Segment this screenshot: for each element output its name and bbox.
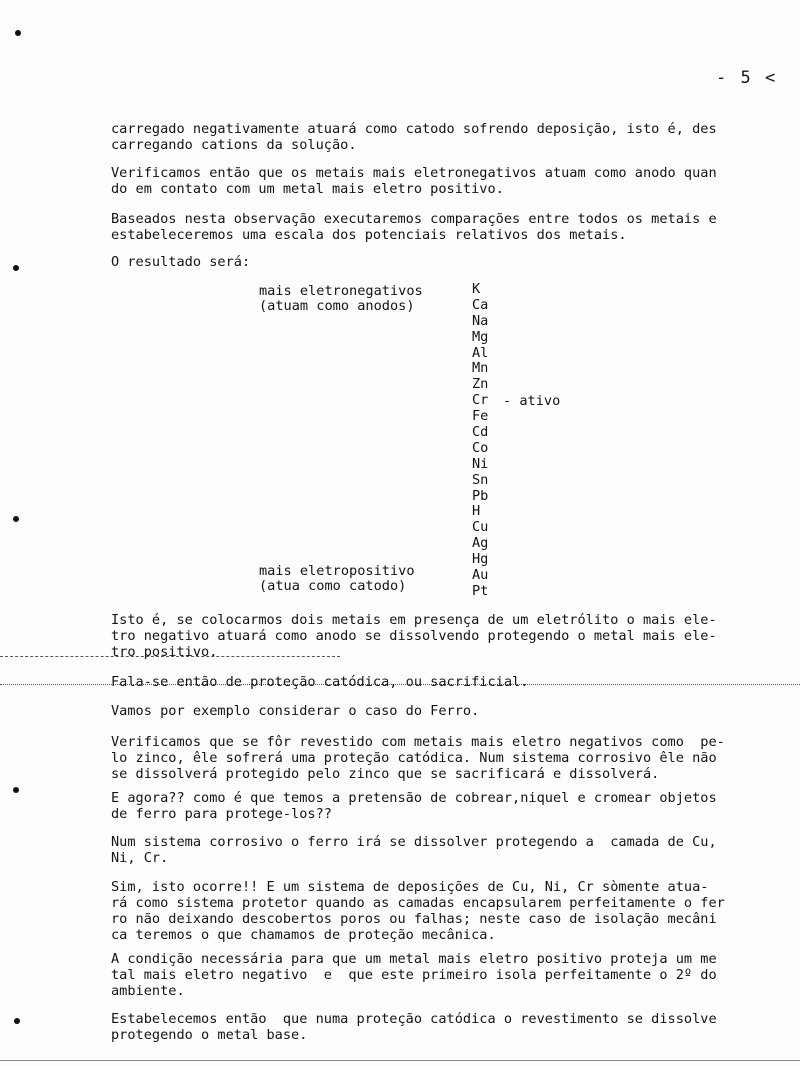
paragraph-mechanical-protection: Sim, isto ocorre!! E um sistema de deposições de Cu, Ni, Cr sòmente atua- rá como sistema protetor quando as camadas encapsularem perfeitamente o fer ro não deixando descobertos poros ou falhas; neste caso de isolação mecâni ca teremos o que chamamos de proteção mecânica. <box>111 879 725 943</box>
series-element: Pb <box>472 487 489 504</box>
paragraph-electronegative-anode: Verificamos então que os metais mais eletronegativos atuam como anodo quan do em contato com um metal mais eletro positivo. <box>111 165 717 197</box>
paragraph-iron-example: Vamos por exemplo considerar o caso do Ferro. <box>111 703 480 719</box>
series-element: Fe <box>472 408 489 425</box>
series-top-label-line1: mais eletronegativos <box>259 283 423 299</box>
series-element: Cu <box>472 519 489 536</box>
punch-hole-mark <box>13 516 19 522</box>
punch-hole-mark <box>15 30 21 36</box>
series-element: Mn <box>472 360 489 377</box>
series-element: Na <box>472 312 489 329</box>
electrochemical-series-list <box>472 282 488 600</box>
series-element: Mg <box>472 328 489 345</box>
paragraph-zinc-coating: Verificamos que se fôr revestido com metais mais eletro negativos como pe- lo zinco, êle sofrerá uma proteção catódica. Num sistema corrosivo êle não se dissolverá protegido pelo zinco que se sacrificará e dissolverá. <box>111 734 725 782</box>
punch-hole-mark <box>13 787 19 793</box>
series-element: Sn <box>472 471 489 488</box>
series-element: Ag <box>472 535 489 552</box>
series-bottom-label-line1: mais eletropositivo <box>259 563 415 579</box>
paragraph-necessary-condition: A condição necessária para que um metal mais eletro positivo proteja um me tal mais eletro negativo e que este primeiro isola perfeitamente o 2º do ambiente. <box>111 951 717 999</box>
paragraph-cathode-deposition: carregado negativamente atuará como catodo sofrendo deposição, isto é, des carregando cations da solução. <box>111 121 717 153</box>
chromium-active-note: - ativo <box>503 393 561 409</box>
series-element: Ni <box>472 455 489 472</box>
paragraph-conclusion: Estabelecemos então que numa proteção catódica o revestimento se dissolve protegendo o metal base. <box>111 1011 717 1043</box>
series-bottom-label-line2: (atua como catodo) <box>259 578 407 594</box>
page-number: - 5 < <box>716 68 778 88</box>
divider-line <box>0 656 340 657</box>
series-top-label-line2: (atuam como anodos) <box>259 298 415 314</box>
series-element: Zn <box>472 376 489 393</box>
paragraph-sacrificial-protection: Fala-se então de proteção catódica, ou sacrificial. <box>111 674 529 690</box>
series-element: Pt <box>472 582 489 599</box>
series-element: Ca <box>472 296 489 313</box>
paragraph-copper-nickel-chrome-question: E agora?? como é que temos a pretensão de cobrear,niquel e cromear objetos de ferro para protege-los?? <box>111 790 717 822</box>
paragraph-comparison-scale: Baseados nesta observação executaremos comparações entre todos os metais e estabeleceremos uma escala dos potenciais relativos dos metais. <box>111 211 717 243</box>
series-element: K <box>472 281 481 297</box>
series-element: Cd <box>472 424 489 441</box>
series-element: Au <box>472 567 489 584</box>
page-bottom-edge <box>0 1060 800 1061</box>
series-element: Cr <box>472 392 489 409</box>
series-element: Al <box>472 344 489 361</box>
series-element: H <box>472 503 481 520</box>
series-element: Hg <box>472 551 489 568</box>
paragraph-result-intro: O resultado será: <box>111 254 251 270</box>
punch-hole-mark <box>13 265 19 271</box>
punch-hole-mark <box>14 1018 20 1024</box>
series-element: Co <box>472 439 489 456</box>
paragraph-galvanic-pair: Isto é, se colocarmos dois metais em presença de um eletrólito o mais ele- tro negativo atuará como anodo se dissolvendo protegendo o metal mais ele- tro positivo. <box>111 612 717 660</box>
paragraph-iron-dissolves: Num sistema corrosivo o ferro irá se dissolver protegendo a camada de Cu, Ni, Cr. <box>111 834 717 866</box>
